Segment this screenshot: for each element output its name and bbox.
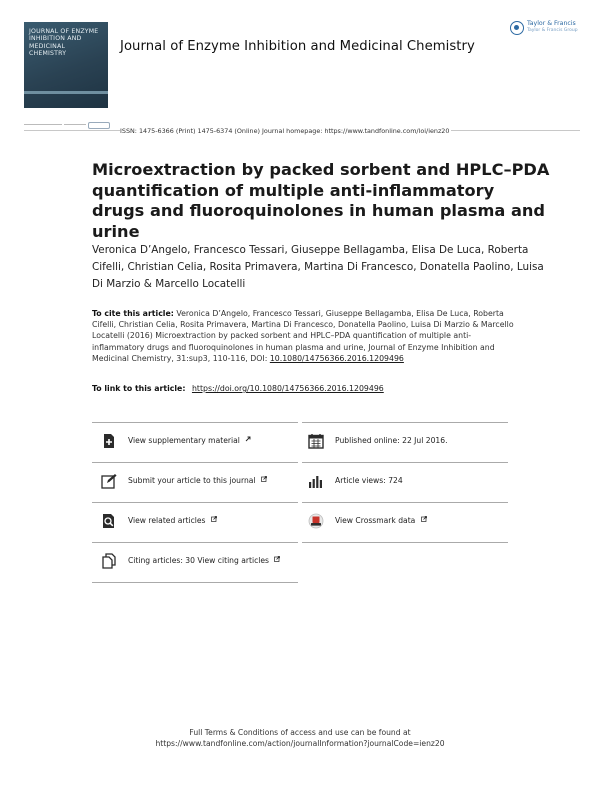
supplementary-label: View supplementary material [128,436,251,445]
journal-cover-image [24,22,108,108]
issn-line: ISSN: 1475-6366 (Print) 1475-6374 (Online) Journal homepage: https://www.tandfonline.com/loi/ienz20 [120,127,450,135]
citing-articles-button[interactable] [101,550,297,590]
copy-documents-icon [101,553,117,569]
publisher-logo-icon [510,21,524,35]
crossmark-icon [308,513,324,529]
publisher-logo [510,19,582,39]
grid-rule [302,422,508,423]
cover-publisher-strip [24,122,108,128]
grid-rule [92,422,298,423]
terms-footer [0,727,600,749]
search-document-icon [101,513,117,529]
published-date-text: Published online: 22 Jul 2016. [335,436,448,445]
cover-band [24,91,108,94]
article-views-text: Article views: 724 [335,476,403,485]
bar-chart-icon [308,473,324,489]
submit-article-button[interactable] [101,470,297,510]
citation-doi-link[interactable]: 10.1080/14756366.2016.1209496 [269,353,404,363]
cover-title: JOURNAL OF ENZYME INHIBITION AND MEDICINAL CHEMISTRY [29,28,99,58]
article-authors: Veronica D’Angelo, Francesco Tessari, Giuseppe Bellagamba, Elisa De Luca, Roberta Cifelli, Christian Celia, Rosita Primavera, Martina Di Francesco, Donatella Paolino, Luisa Di Marzio & Marcello Locatelli [92,244,544,290]
submit-article-label: Submit your article to this journal [128,476,267,485]
published-online-info [308,430,504,470]
publisher-name: Taylor & Francis [527,20,576,27]
article-views-info [308,470,504,510]
article-link-label: To link to this article: [92,384,186,393]
external-link-icon [211,516,217,522]
external-link-icon [274,556,280,562]
citation-text: Veronica D’Angelo, Francesco Tessari, Giuseppe Bellagamba, Elisa De Luca, Roberta Cifelli, Christian Celia, Rosita Primavera, Martina Di Francesco, Donatella Paolino, Luisa Di Marzio & Marcello Locatelli (2016) Microextraction by packed sorbent and HPLC–PDA quantification of multiple anti-inflammatory drugs and fluoroquinolones in human plasma and urine, Journal of Enzyme Inhibition and Medicinal Chemistry, 31:sup3, 110-116, DOI: [92,309,514,363]
external-link-icon [421,516,427,522]
citation-block [92,308,522,364]
citation-label: To cite this article: [92,309,174,318]
cover-strip-line [64,124,86,125]
crossmark-label: View Crossmark data [335,516,427,525]
document-plus-icon [101,433,117,449]
view-related-articles-button[interactable] [101,510,297,550]
view-supplementary-button[interactable] [101,430,297,470]
journal-title: Journal of Enzyme Inhibition and Medicinal Chemistry [120,39,475,54]
edit-document-icon [101,473,117,489]
external-link-icon [245,436,251,442]
external-link-icon [261,476,267,482]
article-doi-link[interactable]: https://doi.org/10.1080/14756366.2016.1209496 [191,384,384,393]
cover-strip-logo [88,122,110,129]
citing-articles-label: Citing articles: 30 View citing articles [128,556,280,565]
view-crossmark-button[interactable] [308,510,504,550]
article-title: Microextraction by packed sorbent and HPLC–PDA quantification of multiple anti-inflammatory drugs and fluoroquinolones in human plasma and urine [92,160,550,241]
publisher-subname: Taylor & Francis Group [527,28,578,33]
terms-link[interactable]: https://www.tandfonline.com/action/journalInformation?journalCode=ienz20 [155,739,445,748]
related-articles-label: View related articles [128,516,217,525]
cover-strip-line [24,124,62,125]
terms-text: Full Terms & Conditions of access and use can be found at [189,728,411,737]
article-link-block [92,384,384,393]
calendar-icon [308,433,324,449]
